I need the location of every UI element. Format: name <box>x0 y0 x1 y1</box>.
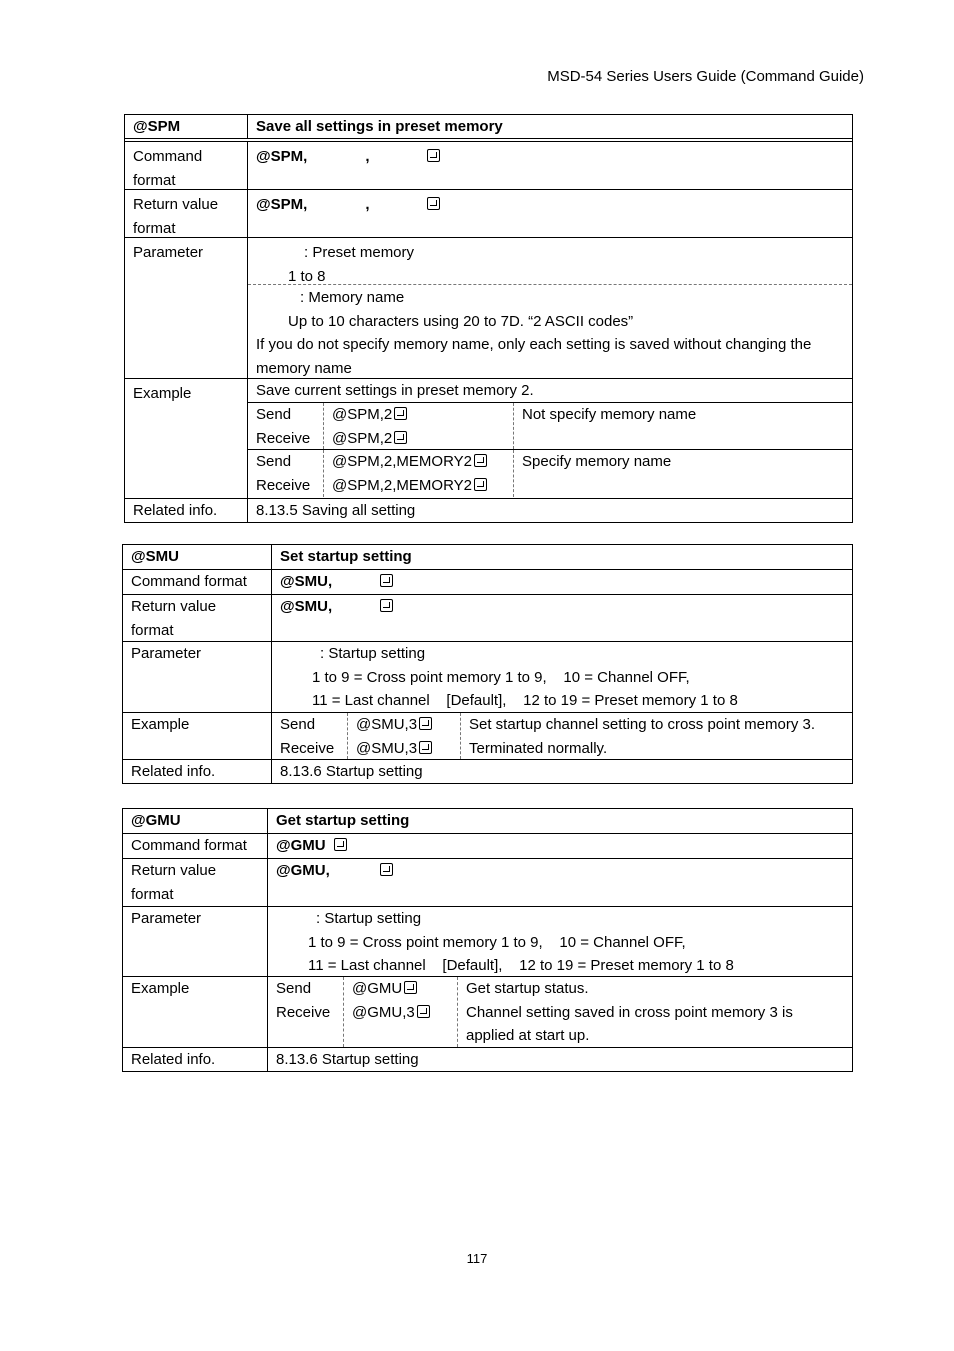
parameter-label: Parameter <box>123 907 268 976</box>
related-info: 8.13.6 Startup setting <box>280 763 423 780</box>
command-format-label: Command format <box>123 570 272 594</box>
spm-command-table <box>124 114 853 523</box>
gmu-command-table <box>122 808 853 1072</box>
parameter-label: Parameter <box>123 642 272 712</box>
param-name-range: Up to 10 characters using 20 to 7D. “2 ASCII codes” <box>288 312 634 330</box>
param-name-note: If you do not specify memory name, only each setting is saved without changing the memory name <box>256 336 812 377</box>
example-content: Send Receive @GMU @GMU,3 Get startup status. Channel setting saved in cross point memory 3 is applied at start up. <box>268 977 852 1047</box>
return-key-icon <box>417 1005 430 1018</box>
command-title: Set startup setting <box>280 548 412 565</box>
page-number: 117 <box>466 1251 488 1266</box>
return-format-label: Return value format <box>125 190 248 237</box>
param-preset-range: 1 to 8 <box>288 267 326 285</box>
example-label: Example <box>123 713 272 759</box>
return-key-icon <box>380 599 393 612</box>
return-format: @SPM, , <box>248 190 852 237</box>
command-format: @GMU <box>268 834 852 858</box>
example-content: Send Receive @SMU,3 @SMU,3 Set startup channel setting to cross point memory 3. Terminated normally. <box>272 713 852 759</box>
return-key-icon <box>474 478 487 491</box>
return-key-icon <box>334 838 347 851</box>
related-info-label: Related info. <box>123 1048 268 1071</box>
command-format: @SMU, <box>272 570 852 594</box>
return-key-icon <box>474 454 487 467</box>
return-key-icon <box>427 149 440 162</box>
return-key-icon <box>404 981 417 994</box>
param-name-desc: : Memory name <box>300 289 405 306</box>
example-label: Example <box>123 977 268 1047</box>
example-intro: Save current settings in preset memory 2. <box>248 379 852 403</box>
command-format: @SPM, , <box>248 142 852 189</box>
command-format-label: Command format <box>123 834 268 858</box>
command-name: @GMU <box>123 809 268 833</box>
return-format-label: Return value format <box>123 595 272 641</box>
page-header: MSD-54 Series Users Guide (Command Guide) <box>547 68 864 85</box>
smu-command-table <box>122 544 853 784</box>
return-key-icon <box>419 717 432 730</box>
related-info-label: Related info. <box>125 499 248 522</box>
parameter-content: : Startup setting 1 to 9 = Cross point memory 1 to 9, 10 = Channel OFF, 11 = Last channel [Default], 12 to 19 = Preset memory 1 to 8 <box>308 910 734 974</box>
example-row-1: Send Receive @SPM,2 @SPM,2 Not specify memory name <box>248 403 852 450</box>
return-key-icon <box>380 863 393 876</box>
return-key-icon <box>419 741 432 754</box>
return-key-icon <box>394 431 407 444</box>
example-row-2: Send Receive @SPM,2,MEMORY2 @SPM,2,MEMORY2 Specify memory name <box>248 450 852 497</box>
command-title: Get startup setting <box>276 812 410 829</box>
parameter-label: Parameter <box>125 238 248 378</box>
return-key-icon <box>427 197 440 210</box>
command-name: @SPM <box>125 115 248 138</box>
return-format: @SMU, <box>272 595 852 641</box>
example-label: Example <box>125 379 248 498</box>
return-format: @GMU, <box>268 859 852 906</box>
return-format-label: Return value format <box>123 859 268 906</box>
parameter-content: : Startup setting 1 to 9 = Cross point memory 1 to 9, 10 = Channel OFF, 11 = Last channel [Default], 12 to 19 = Preset memory 1 to 8 <box>312 645 738 709</box>
command-format-label: Command format <box>125 142 248 189</box>
related-info: 8.13.6 Startup setting <box>276 1051 419 1068</box>
return-key-icon <box>394 407 407 420</box>
related-info-label: Related info. <box>123 760 272 783</box>
example-content <box>248 379 852 498</box>
command-title: Save all settings in preset memory <box>256 118 503 135</box>
return-key-icon <box>380 574 393 587</box>
related-info: 8.13.5 Saving all setting <box>256 502 416 519</box>
parameter-content <box>248 238 852 378</box>
command-name: @SMU <box>123 545 272 569</box>
param-preset-desc: : Preset memory <box>304 244 415 261</box>
